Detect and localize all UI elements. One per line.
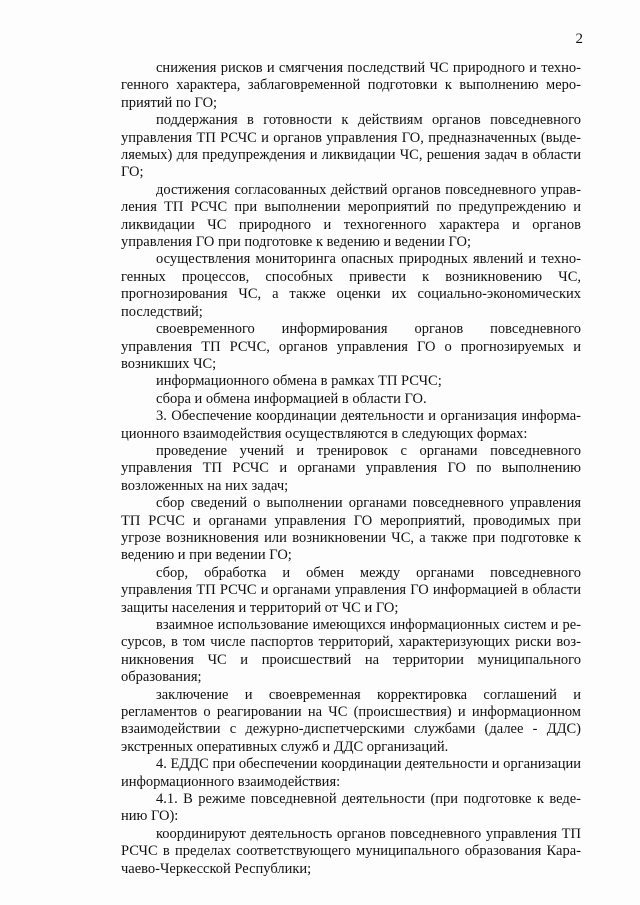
paragraph: 4.1. В режиме повседневной деятельности (при подготовке к ведению ГО): bbox=[121, 791, 581, 825]
body-text bbox=[121, 60, 581, 878]
paragraph: достижения согласованных действий органов повседневного управления ТП РСЧС при выполнении мероприятий по предупреждению и ликвидации ЧС природного и техногенного характера и органов управления ГО при подготовке к ведению и ведении ГО; bbox=[121, 181, 581, 251]
paragraph: снижения рисков и смягчения последствий ЧС природного и техногенного характера, заблаговременной подготовки к выполнению мероприятий по ГО; bbox=[121, 60, 581, 111]
paragraph: своевременного информирования органов повседневного управления ТП РСЧС, органов управления ГО о прогнозируемых и возникших ЧС; bbox=[121, 321, 581, 372]
page-number: 2 bbox=[575, 31, 583, 47]
paragraph: 3. Обеспечение координации деятельности и организация информационного взаимодействия осуществляются в следующих формах: bbox=[121, 408, 581, 442]
paragraph: сбор, обработка и обмен между органами повседневного управления ТП РСЧС и органами управления ГО информацией в области защиты населения и территорий от ЧС и ГО; bbox=[121, 564, 581, 616]
paragraph: осуществления мониторинга опасных природных явлений и техногенных процессов, способных привести к возникновению ЧС, прогнозирования ЧС, а также оценки их социально-экономических последствий; bbox=[121, 251, 581, 320]
paragraph: заключение и своевременная корректировка соглашений и регламентов о реагировании на ЧС (происшествия) и информационном взаимодействии с дежурно-диспетчерскими службами (далее - ДДС) экстренных оперативных служб и ДДС организаций. bbox=[121, 686, 581, 755]
paragraph: 4. ЕДДС при обеспечении координации деятельности и организации информационного взаимодействия: bbox=[121, 756, 581, 790]
paragraph: проведение учений и тренировок с органами повседневного управления ТП РСЧС и органами управления ГО по выполнению возложенных на них задач; bbox=[121, 442, 581, 494]
paragraph: информационного обмена в рамках ТП РСЧС; bbox=[156, 373, 442, 390]
paragraph: сбора и обмена информацией в области ГО. bbox=[156, 390, 427, 407]
paragraph: сбор сведений о выполнении органами повседневного управления ТП РСЧС и органами управления ГО мероприятий, проводимых при угрозе возникновения или возникновении ЧС, а также при подготовке к ведению и при ведении ГО; bbox=[121, 495, 581, 564]
paragraph: координируют деятельность органов повседневного управления ТП РСЧС в пределах соответствующего муниципального образования Карачаево-Черкесской Республики; bbox=[121, 825, 581, 877]
paragraph: взаимное использование имеющихся информационных систем и ресурсов, в том числе паспортов территорий, характеризующих риски возникновения ЧС и происшествий на территории муниципального образования; bbox=[121, 617, 581, 686]
paragraph: поддержания в готовности к действиям органов повседневного управления ТП РСЧС и органов управления ГО, предназначенных (выделяемых) для предупреждения и ликвидации ЧС, решения задач в области ГО; bbox=[121, 112, 581, 181]
